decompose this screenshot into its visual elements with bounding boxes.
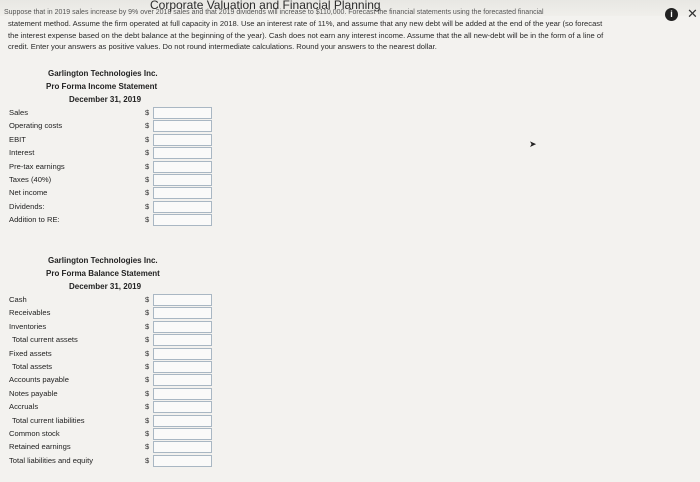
currency-symbol: $: [145, 442, 150, 452]
amount-input[interactable]: [153, 388, 212, 400]
row-label: Total current liabilities: [12, 415, 85, 425]
balance-title: Pro Forma Balance Statement: [46, 269, 160, 278]
income-title: Pro Forma Income Statement: [46, 82, 158, 91]
instructions-line: statement method. Assume the firm operated at full capacity in 2018. Use an interest rate of 11%, and assume that any new debt will be added at the end of the year (so forecast: [8, 19, 603, 28]
amount-input[interactable]: [153, 161, 212, 173]
row-label: Accounts payable: [9, 375, 69, 385]
currency-symbol: $: [145, 415, 150, 425]
amount-input[interactable]: [153, 214, 212, 226]
row-label: Retained earnings: [9, 442, 71, 452]
currency-symbol: $: [145, 121, 150, 131]
amount-input[interactable]: [153, 307, 212, 319]
row-label: Addition to RE:: [9, 215, 60, 225]
currency-symbol: $: [145, 335, 150, 345]
currency-symbol: $: [145, 348, 150, 358]
currency-symbol: $: [145, 455, 150, 465]
instructions-line: the interest expense based on the debt balance at the beginning of the year). Cash does not earn any interest income. Assume that the all new-debt will be in the form of a line of: [8, 30, 604, 40]
currency-symbol: $: [145, 429, 150, 438]
currency-symbol: $: [145, 201, 150, 211]
row-label: Pre-tax earnings: [9, 161, 65, 171]
amount-input[interactable]: [153, 134, 212, 146]
currency-symbol: $: [145, 215, 150, 225]
amount-input[interactable]: [153, 361, 212, 373]
row-label: Cash: [9, 295, 27, 304]
header-bar: [0, 0, 700, 16]
currency-symbol: $: [145, 402, 150, 412]
currency-symbol: $: [145, 161, 150, 171]
amount-input[interactable]: [153, 120, 212, 132]
amount-input[interactable]: [153, 348, 212, 360]
row-label: Notes payable: [9, 388, 58, 398]
currency-symbol: $: [145, 188, 150, 198]
row-label: Dividends:: [9, 201, 45, 211]
amount-input[interactable]: [153, 107, 212, 119]
row-label: Taxes (40%): [9, 175, 52, 184]
amount-input[interactable]: [153, 374, 212, 386]
currency-symbol: $: [145, 388, 150, 398]
balance-company: Garlington Technologies Inc.: [48, 256, 158, 265]
currency-symbol: $: [145, 175, 150, 184]
currency-symbol: $: [145, 308, 150, 318]
header-clipped-text: Suppose that in 2019 sales increase by 9% over 2018 sales and that 2019 dividends will increase to $110,000. Forecast the financial statements using the forecasted financial: [4, 9, 544, 16]
row-label: Inventories: [9, 321, 47, 331]
amount-input[interactable]: [153, 187, 212, 199]
row-label: Accruals: [9, 402, 39, 412]
instructions-line: credit. Enter your answers as positive values. Do not round intermediate calculations. Round your answers to the nearest dollar.: [8, 42, 437, 52]
row-label: Receivables: [9, 308, 51, 318]
row-label: Common stock: [9, 429, 60, 438]
currency-symbol: $: [145, 148, 150, 158]
amount-input[interactable]: [153, 401, 212, 413]
amount-input[interactable]: [153, 321, 212, 333]
amount-input[interactable]: [153, 455, 212, 467]
amount-input[interactable]: [153, 334, 212, 346]
amount-input[interactable]: [153, 428, 212, 440]
row-label: Net income: [9, 188, 48, 198]
amount-input[interactable]: [153, 174, 212, 186]
row-label: Total current assets: [12, 335, 78, 345]
page-title: Corporate Valuation and Financial Planning: [150, 0, 381, 12]
currency-symbol: $: [145, 362, 150, 371]
currency-symbol: $: [145, 375, 150, 385]
income-company: Garlington Technologies Inc.: [48, 69, 158, 78]
amount-input[interactable]: [153, 415, 212, 427]
info-icon[interactable]: i: [665, 8, 678, 21]
currency-symbol: $: [145, 295, 150, 304]
row-label: Sales: [9, 108, 28, 117]
currency-symbol: $: [145, 108, 150, 117]
cursor-icon: ➤: [529, 139, 537, 149]
amount-input[interactable]: [153, 441, 212, 453]
currency-symbol: $: [145, 321, 150, 331]
currency-symbol: $: [145, 134, 150, 144]
amount-input[interactable]: [153, 147, 212, 159]
amount-input[interactable]: [153, 294, 212, 306]
close-icon[interactable]: ✕: [687, 6, 698, 21]
row-label: EBIT: [9, 134, 26, 144]
balance-date: December 31, 2019: [69, 282, 142, 291]
row-label: Fixed assets: [9, 348, 52, 358]
row-label: Interest: [9, 148, 35, 158]
instructions: [8, 18, 688, 53]
amount-input[interactable]: [153, 201, 212, 213]
row-label: Operating costs: [9, 121, 63, 131]
income-date: December 31, 2019: [69, 95, 142, 104]
row-label: Total liabilities and equity: [9, 455, 94, 465]
row-label: Total assets: [12, 362, 53, 371]
